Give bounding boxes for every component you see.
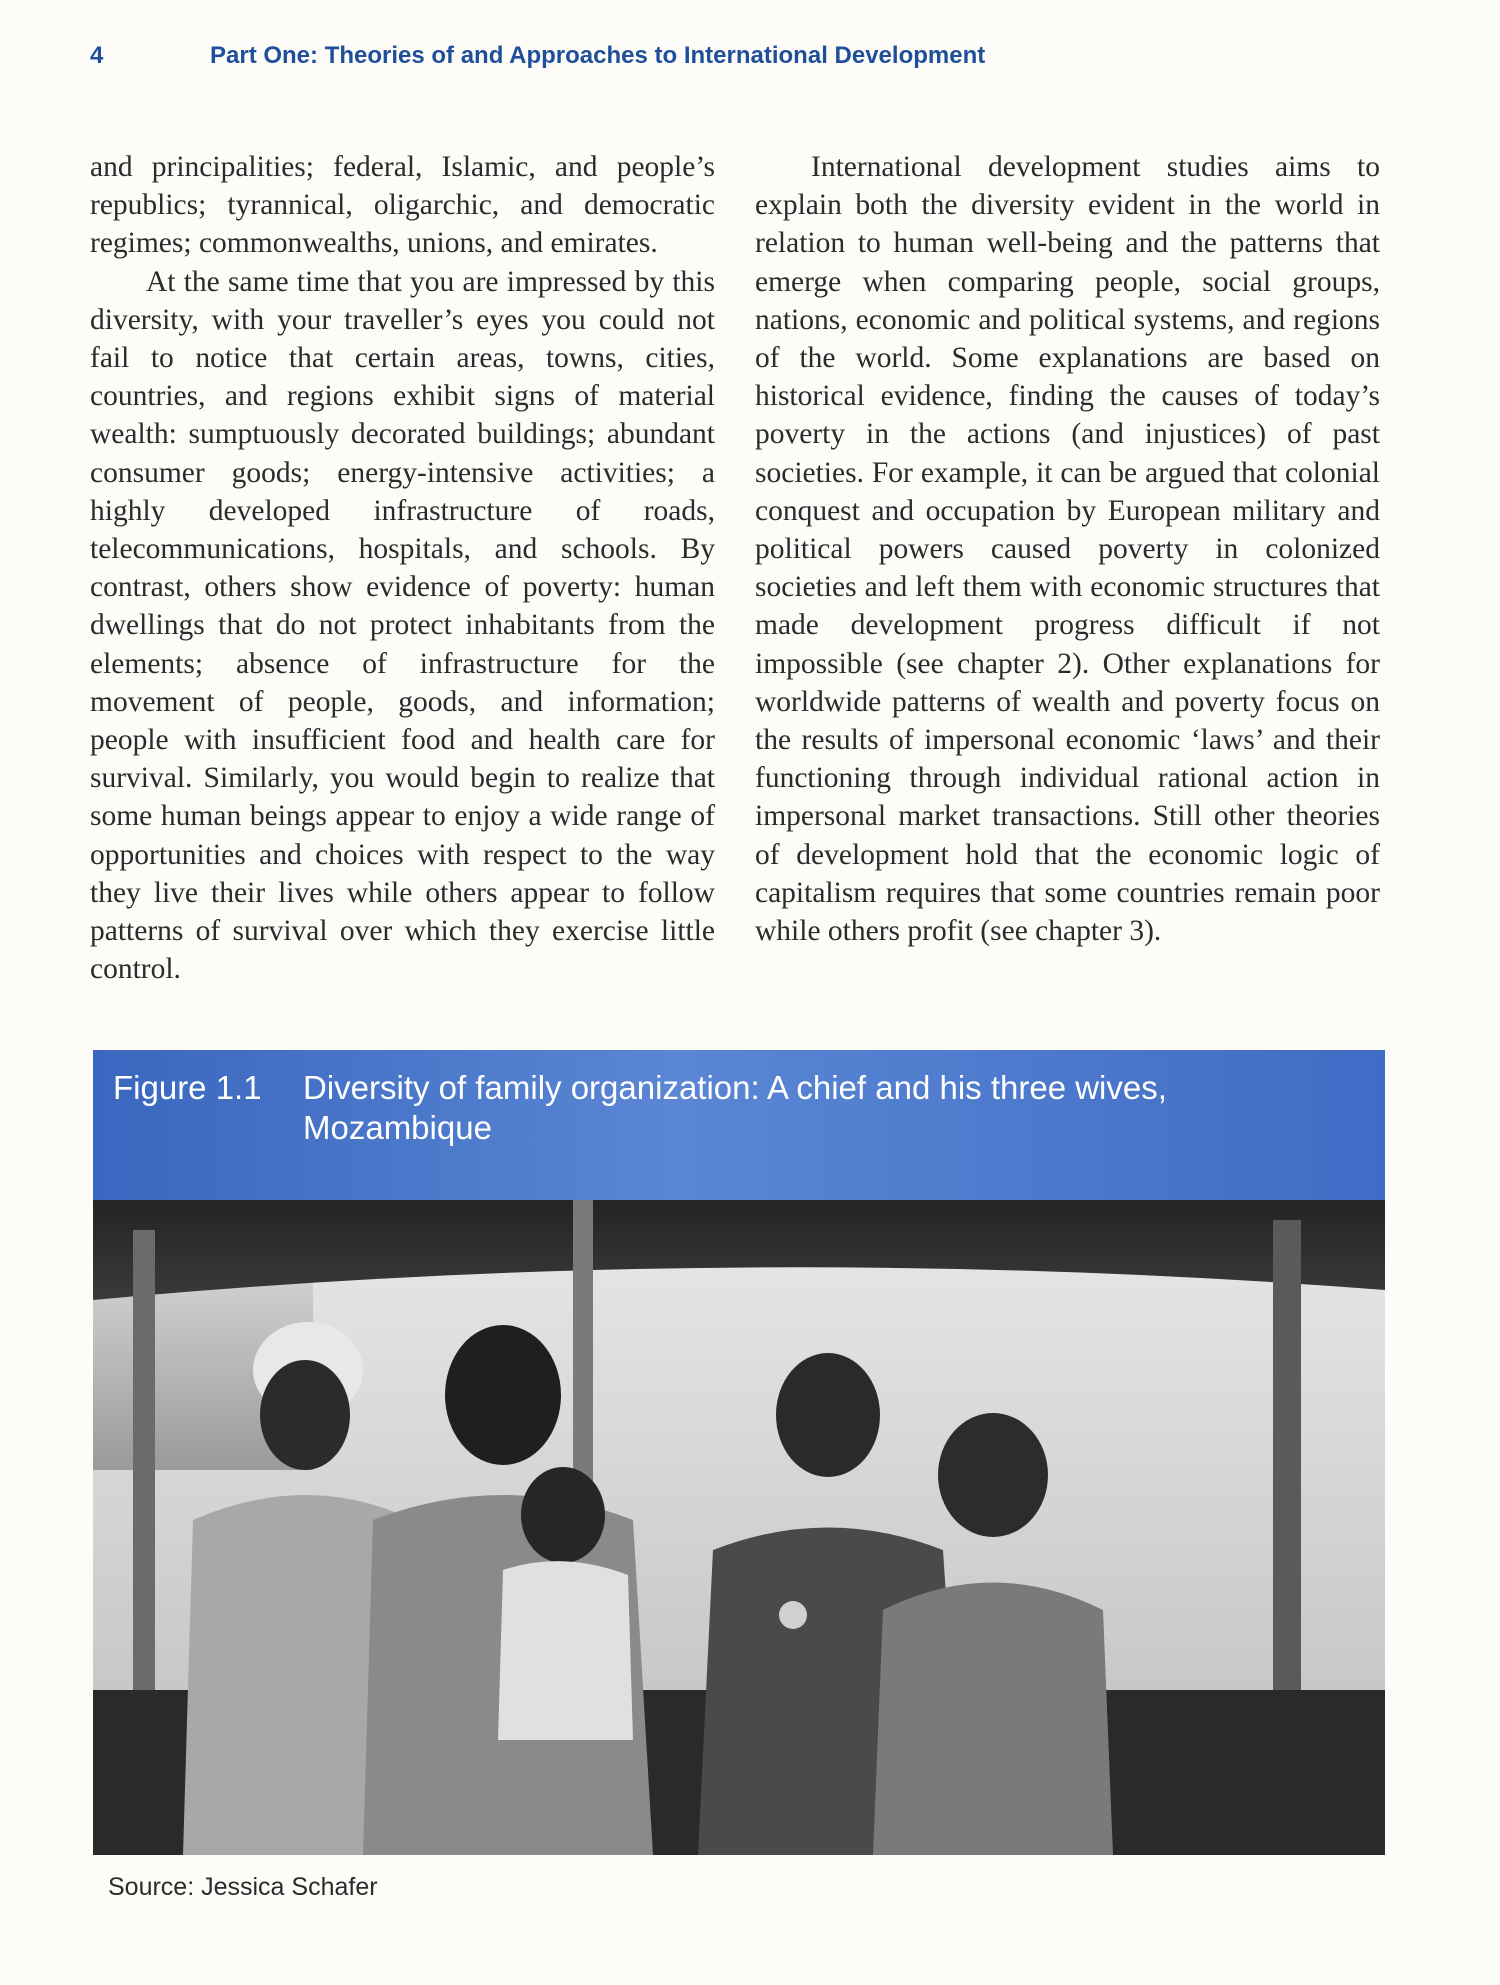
figure-caption: [113, 1068, 1283, 1148]
page-number: 4: [90, 42, 104, 69]
part-title: Part One: Theories of and Approaches to International Development: [210, 42, 986, 69]
figure-source: Source: Jessica Schafer: [108, 1873, 378, 1901]
figure-caption-banner: [93, 1050, 1385, 1200]
figure-number: Figure 1.1: [113, 1069, 262, 1106]
figure-photo-block: [93, 1050, 1385, 1855]
running-header: [90, 42, 1410, 82]
paragraph: International development studies aims to explain both the diversity evident in the world in relation to human well-being and the patterns that emerge when comparing people, social groups, nations, economic and political systems, and regions of the world. Some explanations are based on historical evidence, finding the causes of today’s poverty in the actions (and injustices) of past societies. For example, it can be argued that colonial conquest and occupation by European military and political powers caused poverty in colonized societies and left them with economic structures that made development progress difficult if not impossible (see chapter 2). Other explanations for worldwide patterns of wealth and poverty focus on the results of impersonal economic ‘laws’ and their functioning through individual rational action in impersonal market transactions. Still other theories of development hold that the economic logic of capitalism requires that some countries remain poor while others profit (see chapter 3).: [755, 151, 1380, 948]
figure-caption-text: Diversity of family organization: A chief and his three wives, Mozambique: [303, 1069, 1167, 1146]
paragraph: and principalities; federal, Islamic, and people’s republics; tyrannical, oligarchic, and democratic regimes; commonwealths, unions, and emirates.: [90, 151, 715, 260]
right-column: [755, 148, 1380, 950]
left-column: [90, 148, 715, 988]
paragraph: At the same time that you are impressed by this diversity, with your traveller’s eyes you could not fail to notice that certain areas, towns, cities, countries, and regions exhibit signs of material wealth: sumptuously decorated buildings; abundant consumer goods; energy-intensive activities; a highly developed infrastructure of roads, telecommunications, hospitals, and schools. By contrast, others show evidence of poverty: human dwellings that do not protect inhabitants from the elements; absence of infrastructure for the movement of people, goods, and information; people with insufficient food and health care for survival. Similarly, you would begin to realize that some human beings appear to enjoy a wide range of opportunities and choices with respect to the way they live their lives while others appear to follow patterns of survival over which they exercise little control.: [90, 265, 715, 986]
